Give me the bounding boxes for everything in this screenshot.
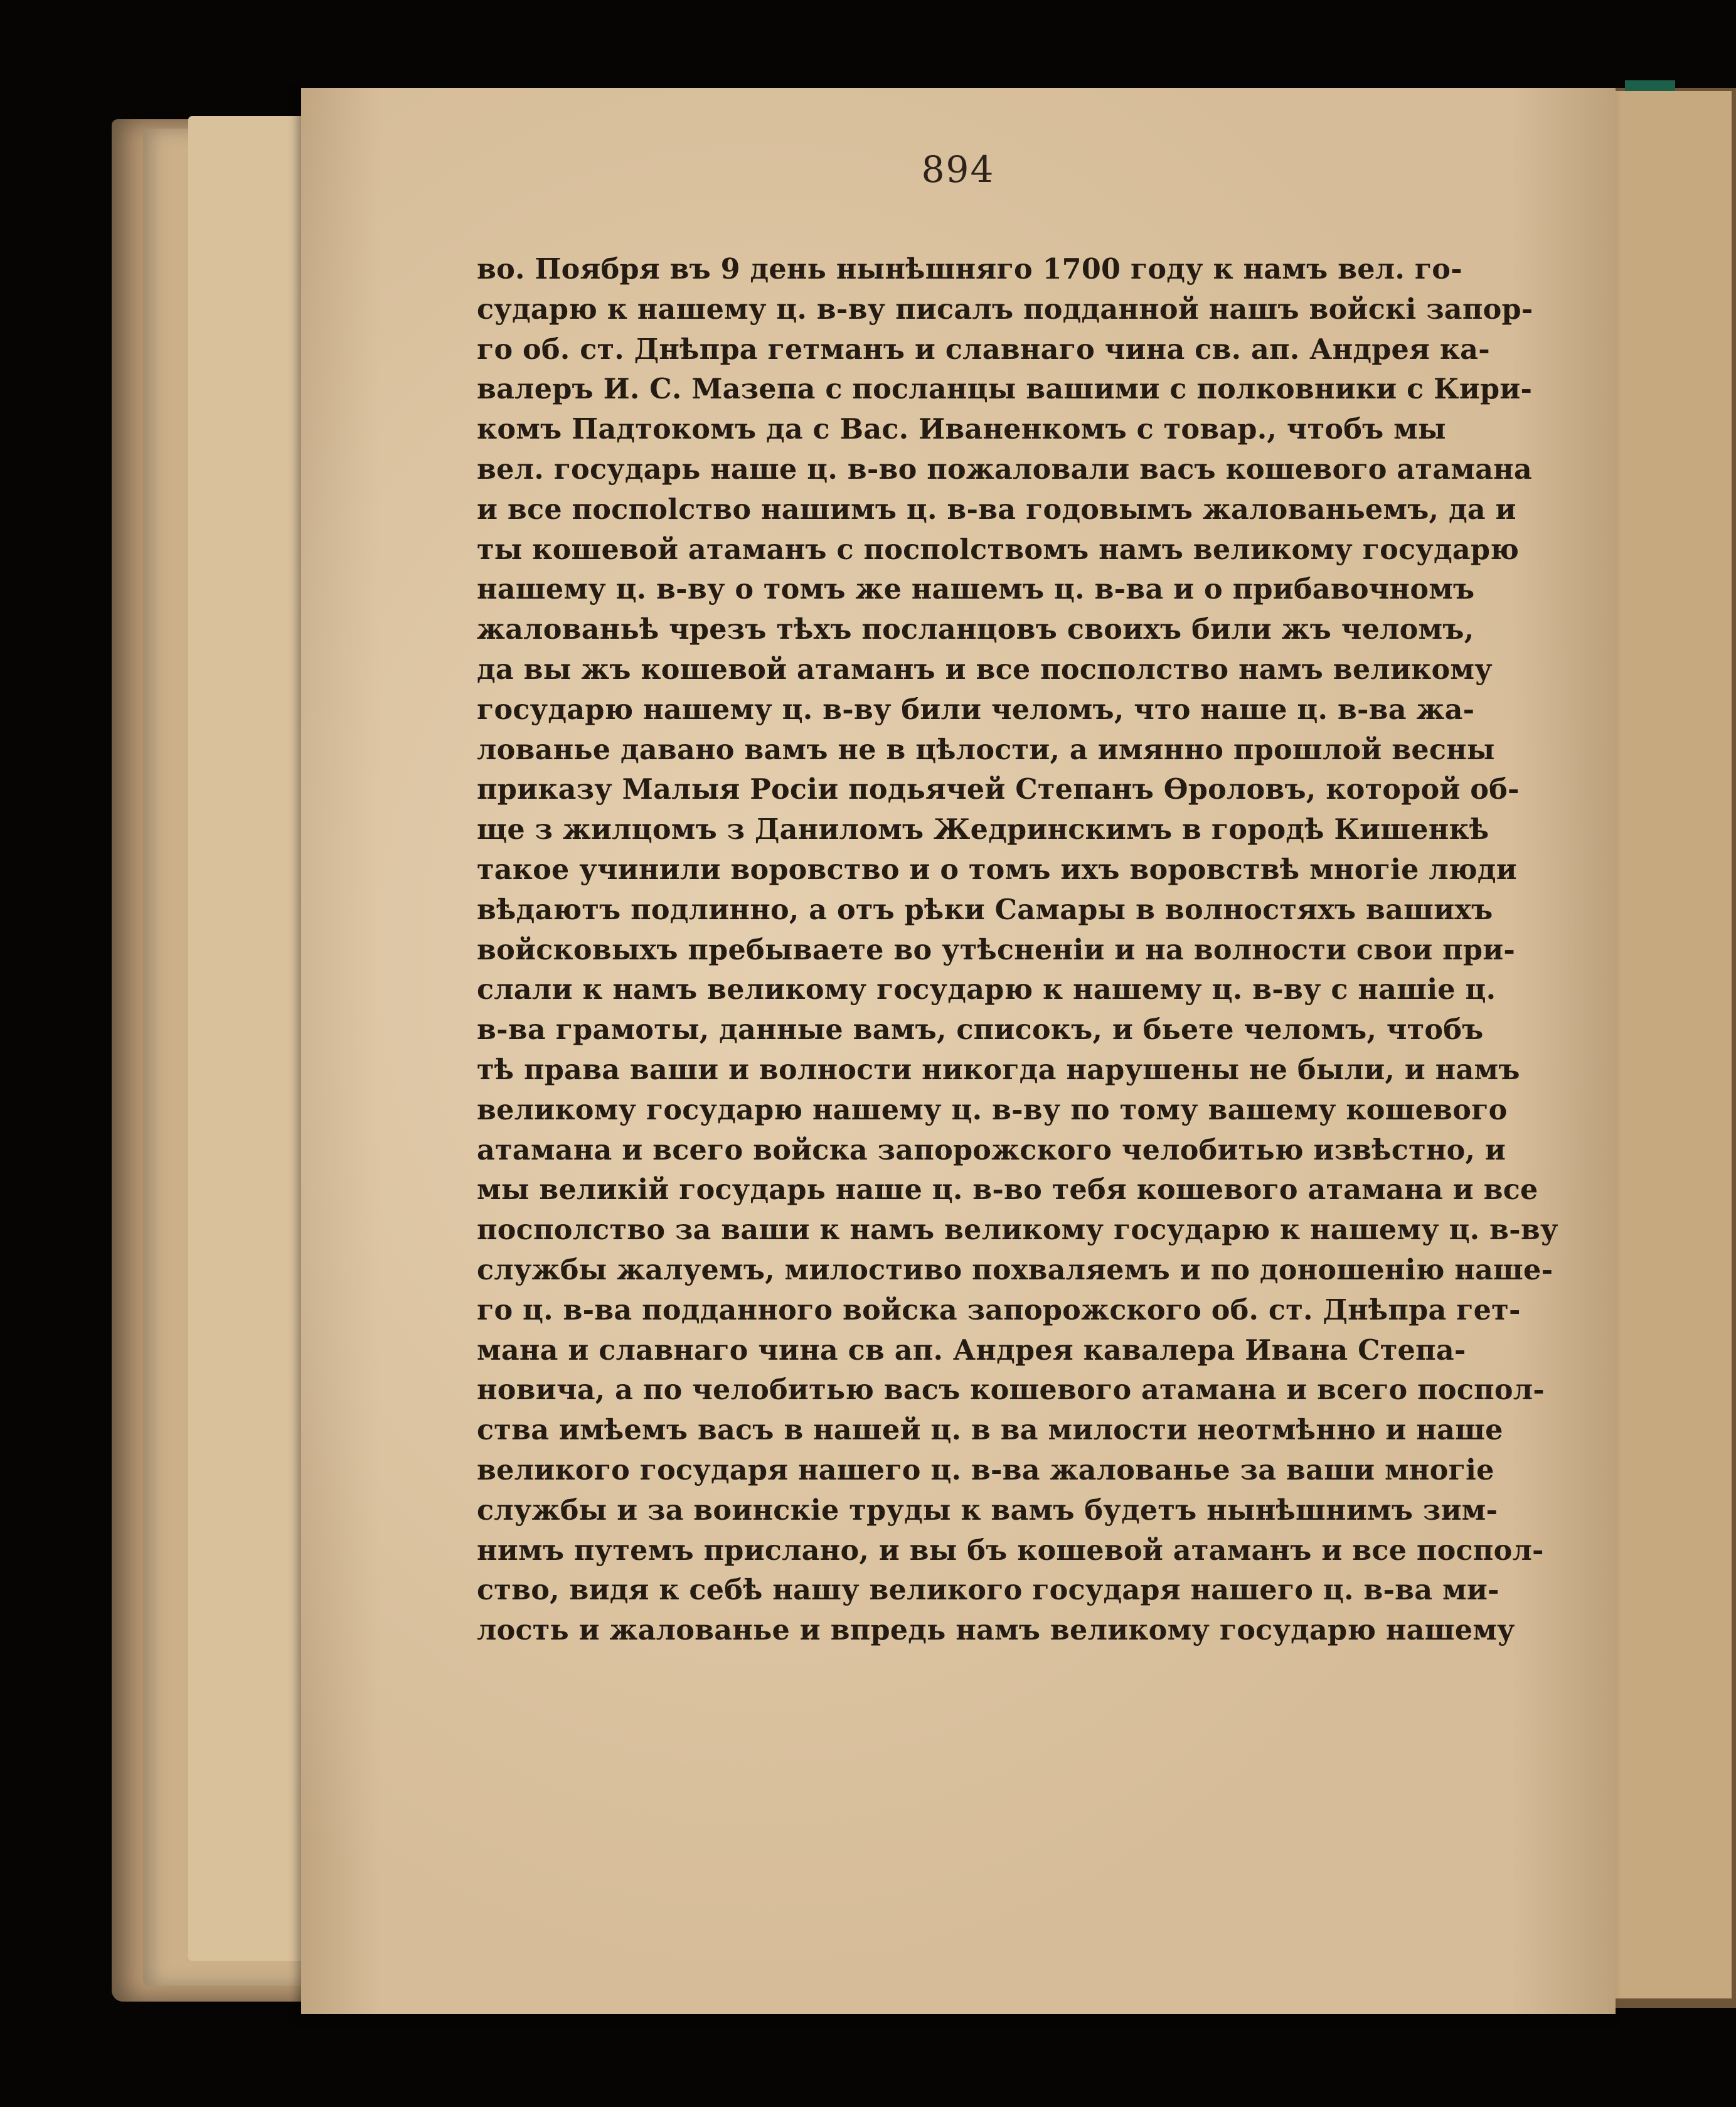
text-line: ства имѣемъ васъ в нашей ц. в ва милости неотмѣнно и наше <box>477 1414 1503 1447</box>
text-line: комъ Падтокомъ да с Вас. Иваненкомъ с товар., чтобъ мы <box>477 413 1446 446</box>
text-line: нашему ц. в-ву о томъ же нашемъ ц. в-ва и о прибавочномъ <box>477 573 1475 606</box>
text-line: нимъ путемъ прислано, и вы бъ кошевой атаманъ и все поспол- <box>477 1534 1544 1567</box>
text-line: ство, видя к себѣ нашу великого государя нашего ц. в-ва ми- <box>477 1574 1499 1607</box>
text-line: вѣдаютъ подлинно, а отъ рѣки Самары в волностяхъ вашихъ <box>477 893 1493 926</box>
text-line: службы жалуемъ, милостиво похваляемъ и по доношенію наше- <box>477 1253 1553 1286</box>
page-text <box>477 250 1558 1651</box>
text-line: государю нашему ц. в-ву били челомъ, что наше ц. в-ва жа- <box>477 693 1475 726</box>
text-line: жалованьѣ чрезъ тѣхъ посланцовъ своихъ били жъ челомъ, <box>477 613 1474 646</box>
text-line: мана и славнаго чина св ап. Андрея кавалера Ивана Степа- <box>477 1333 1466 1367</box>
text-line: такое учинили воровство и о томъ ихъ воровствѣ многіе люди <box>477 853 1517 886</box>
page-number: 894 <box>921 148 995 191</box>
text-line: во. Поября въ 9 день нынѣшняго 1700 году к намъ вел. го- <box>477 253 1462 285</box>
text-line: новича, а по челобитью васъ кошевого атамана и всего поспол- <box>477 1374 1545 1407</box>
text-line: и все поспolство нашимъ ц. в-ва годовымъ жалованьемъ, да и <box>477 493 1516 526</box>
facing-page-edge <box>1614 91 1732 1998</box>
text-line: войсковыхъ пребываете во утѣсненіи и на волности свои при- <box>477 933 1516 966</box>
text-line: приказу Малыя Росіи подьячей Степанъ Ѳроловъ, которой об- <box>477 773 1520 806</box>
text-line: го об. ст. Днѣпра гетманъ и славнаго чина св. ап. Андрея ка- <box>477 333 1490 366</box>
text-line: мы великій государь наше ц. в-во тебя кошевого атамана и все <box>477 1173 1538 1207</box>
text-line: атамана и всего войска запорожского челобитью извѣстно, и <box>477 1133 1506 1166</box>
text-line: тѣ права ваши и волности никогда нарушены не были, и намъ <box>477 1053 1520 1086</box>
text-line: ще з жилцомъ з Даниломъ Жедринскимъ в городѣ Кишенкѣ <box>477 813 1489 846</box>
text-line: ты кошевой атаманъ с поспolствомъ намъ великому государю <box>477 533 1520 566</box>
text-line: лованье давано вамъ не в цѣлости, а имянно прошлой весны <box>477 733 1495 766</box>
text-line: го ц. в-ва подданного войска запорожского об. ст. Днѣпра гет- <box>477 1293 1521 1326</box>
text-line: службы и за воинскіе труды к вамъ будетъ нынѣшнимъ зим- <box>477 1493 1498 1527</box>
text-line: валеръ И. С. Мазепа с посланцы вашими с полковники с Кири- <box>477 373 1533 406</box>
text-line: великому государю нашему ц. в-ву по тому вашему кошевого <box>477 1093 1508 1126</box>
text-line: вел. государь наше ц. в-во пожаловали васъ кошевого атамана <box>477 452 1532 486</box>
text-line: да вы жъ кошевой атаманъ и все посполство намъ великому <box>477 653 1493 686</box>
text-line: посполство за ваши к намъ великому государю к нашему ц. в-ву <box>477 1214 1558 1247</box>
text-line: лость и жалованье и впредь намъ великому государю нашему <box>477 1614 1515 1647</box>
text-line: в-ва грамоты, данные вамъ, списокъ, и бьете челомъ, чтобъ <box>477 1013 1484 1047</box>
text-line: великого государя нашего ц. в-ва жалованье за ваши многіе <box>477 1453 1494 1486</box>
text-line: слали к намъ великому государю к нашему ц. в-ву с нашіе ц. <box>477 973 1496 1006</box>
text-line: сударю к нашему ц. в-ву писалъ подданной нашъ войскі запор- <box>477 292 1533 326</box>
